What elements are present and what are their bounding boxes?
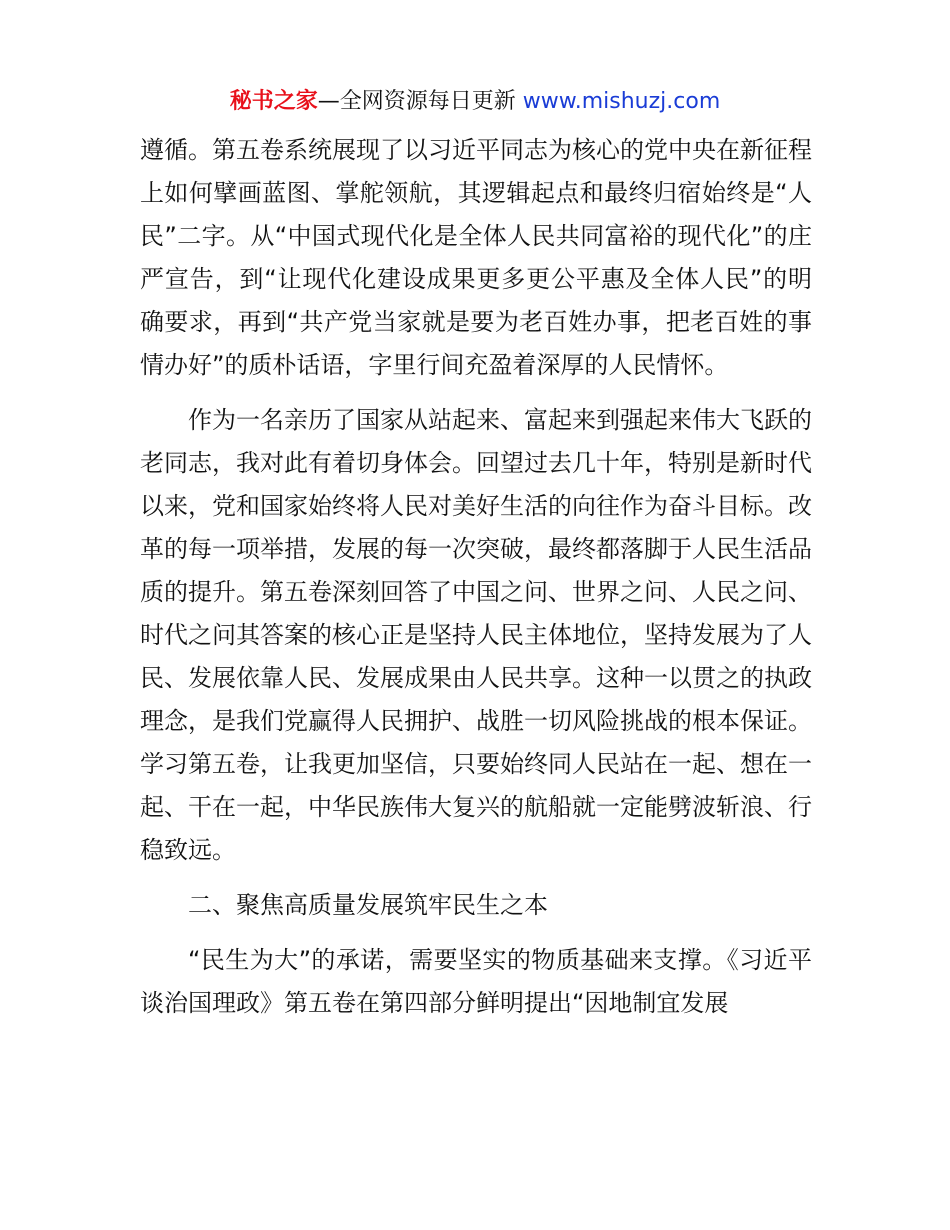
site-header (0, 86, 950, 118)
site-tagline: —全网资源每日更新 (317, 89, 523, 114)
paragraph-personal-experience: 作为一名亲历了国家从站起来、富起来到强起来伟大飞跃的老同志，我对此有着切身体会。回望过去几十年，特别是新时代以来，党和国家始终将人民对美好生活的向往作为奋斗目标。改革的每一项举措，发展的每一次突破，最终都落脚于人民生活品质的提升。第五卷深刻回答了中国之问、世界之问、人民之问、时代之问其答案的核心正是坚持人民主体地位，坚持发展为了人民、发展依靠人民、发展成果由人民共享。这种一以贯之的执政理念，是我们党赢得人民拥护、战胜一切风险挑战的根本保证。学习第五卷，让我更加坚信，只要始终同人民站在一起、想在一起、干在一起，中华民族伟大复兴的航船就一定能劈波斩浪、行稳致远。 (140, 406, 812, 864)
section-heading: 二、聚焦高质量发展筑牢民生之本 (188, 891, 548, 919)
paragraph-livelihood: “民生为大”的承诺，需要坚实的物质基础来支撑。《习近平谈治国理政》第五卷在第四部分鲜明提出“因地制宜发展 (140, 946, 812, 1017)
site-brand: 秘书之家 (229, 89, 318, 114)
paragraph-continuation: 遵循。第五卷系统展现了以习近平同志为核心的党中央在新征程上如何擘画蓝图、掌舵领航，其逻辑起点和最终归宿始终是“人民”二字。从“中国式现代化是全体人民共同富裕的现代化”的庄严宣告，到“让现代化建设成果更多更公平惠及全体人民”的明确要求，再到“共产党当家就是要为老百姓办事，把老百姓的事情办好”的质朴话语，字里行间充盈着深厚的人民情怀。 (140, 136, 812, 379)
site-url-link[interactable]: www.mishuzj.com (522, 89, 721, 114)
document-body (140, 129, 812, 1037)
